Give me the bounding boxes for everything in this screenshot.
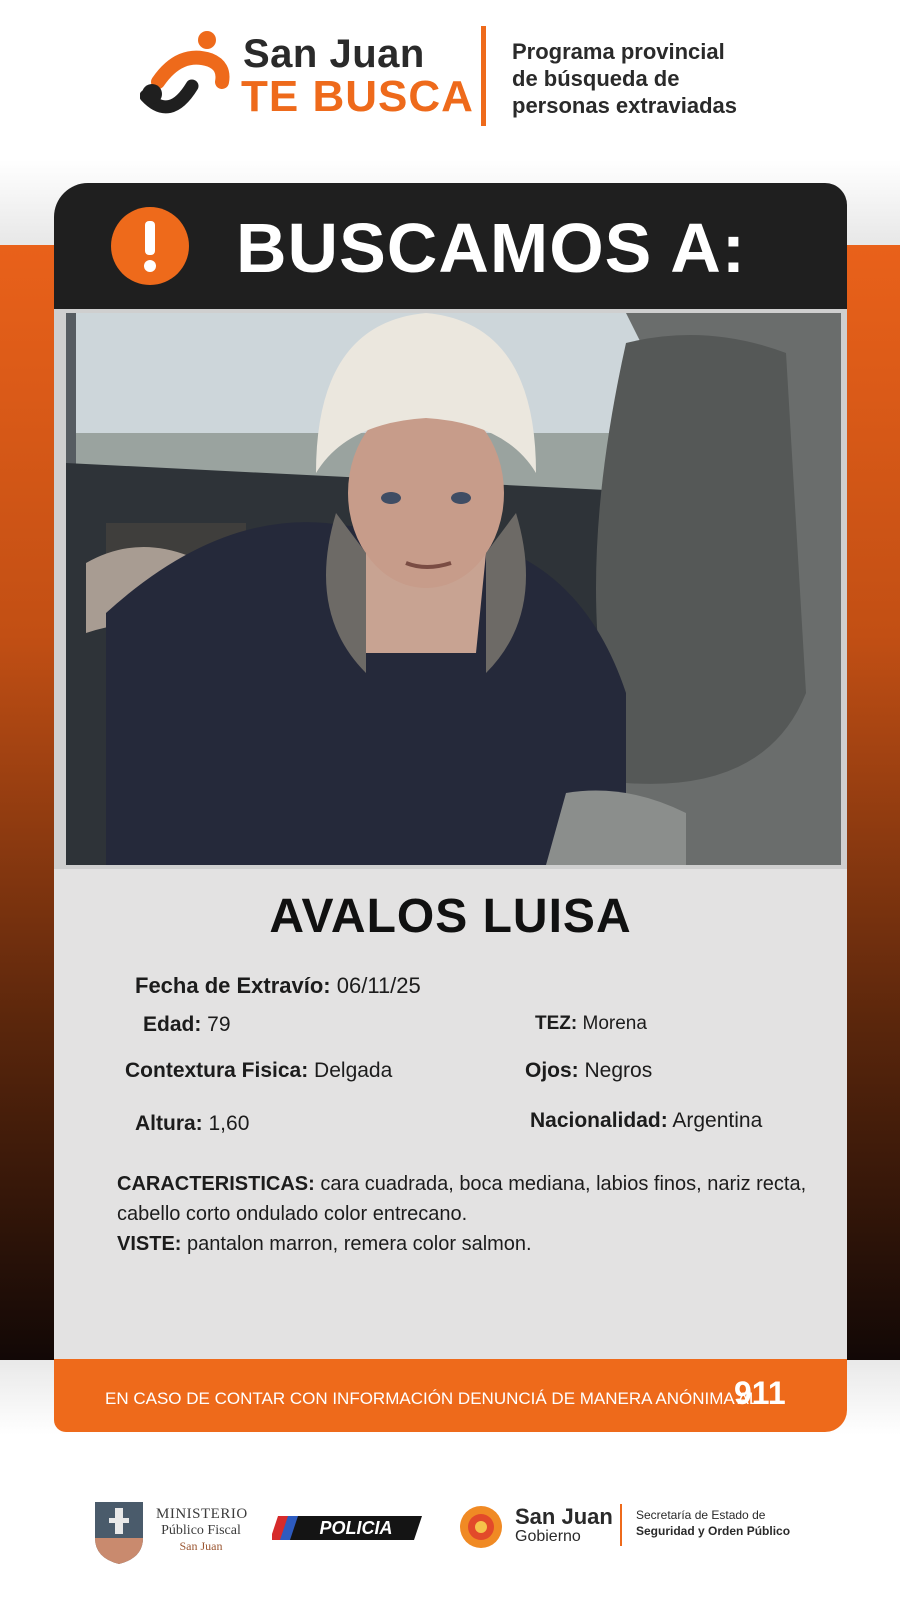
san-juan-gobierno-name: San Juan: [515, 1504, 613, 1529]
edad-value: 79: [201, 1013, 231, 1036]
tez-value: Morena: [577, 1013, 647, 1034]
program-line-2: de búsqueda de: [512, 66, 680, 91]
brand-divider: [481, 26, 486, 126]
altura-label: Altura:: [135, 1112, 203, 1135]
description: [117, 1169, 817, 1259]
contextura-value: Delgada: [308, 1059, 393, 1082]
field-contextura: [125, 1059, 392, 1083]
program-line-1: Programa provincial: [512, 39, 725, 64]
brand-name: San Juan: [243, 32, 425, 76]
secretaria-line-1: Secretaría de Estado de: [636, 1508, 766, 1522]
emergency-number: 911: [734, 1375, 786, 1411]
fecha-value: 06/11/25: [330, 973, 421, 998]
contact-text: EN CASO DE CONTAR CON INFORMACIÓN DENUNCIÁ DE MANERA ANÓNIMA AL:: [105, 1389, 764, 1408]
person-name: AVALOS LUISA: [269, 890, 632, 943]
program-description: [512, 38, 737, 119]
sponsor-logos: [0, 1470, 900, 1600]
field-nacionalidad: [530, 1109, 762, 1133]
card-title: BUSCAMOS A:: [236, 209, 747, 287]
exclamation-icon: [111, 207, 189, 285]
contact-footer: [54, 1359, 847, 1432]
sponsor-divider: [620, 1504, 622, 1546]
ojos-value: Negros: [578, 1059, 653, 1082]
secretaria-line-2: Seguridad y Orden Público: [636, 1524, 791, 1538]
info-panel: [54, 869, 847, 1359]
viste-label: VISTE:: [117, 1233, 182, 1255]
fecha-label: Fecha de Extravío:: [135, 973, 331, 998]
program-line-3: personas extraviadas: [512, 93, 738, 118]
caracteristicas-value: cara cuadrada, boca mediana, labios finos, nariz recta, cabello corto ondulado color entrecano.: [117, 1173, 807, 1225]
viste-value: pantalon marron, remera color salmon.: [181, 1233, 532, 1255]
photo-frame: [54, 309, 847, 869]
field-ojos: [525, 1059, 652, 1083]
field-fecha: [135, 973, 421, 999]
mpf-line-2: Público Fiscal: [161, 1523, 241, 1538]
policia-logo: [272, 1514, 422, 1542]
missing-person-photo: [66, 313, 841, 865]
photo-illustration: [66, 313, 841, 865]
mpf-line-3: San Juan: [179, 1539, 223, 1553]
tez-label: TEZ:: [535, 1013, 578, 1034]
field-tez: [535, 1013, 647, 1035]
ministerio-publico-fiscal-emblem-icon: [93, 1498, 145, 1564]
san-juan-gobierno-sun-icon: [458, 1504, 504, 1550]
edad-label: Edad:: [143, 1013, 202, 1036]
ojos-label: Ojos:: [525, 1059, 579, 1082]
field-altura: [135, 1112, 249, 1136]
mpf-line-1: MINISTERIO: [156, 1506, 248, 1522]
policia-text: POLICIA: [319, 1518, 393, 1538]
altura-value: 1,60: [202, 1112, 250, 1135]
san-juan-gobierno-sub: Gobierno: [515, 1528, 581, 1545]
exclamation-bar: [145, 221, 155, 255]
san-juan-te-busca-logo-icon: [140, 30, 230, 115]
caracteristicas: [117, 1169, 817, 1229]
ministerio-publico-fiscal-logo: [156, 1506, 246, 1554]
caracteristicas-label: CARACTERISTICAS:: [117, 1173, 315, 1195]
nacionalidad-label: Nacionalidad:: [530, 1109, 668, 1132]
contextura-label: Contextura Fisica:: [125, 1059, 309, 1082]
brand-tagline: TE BUSCA: [241, 72, 474, 121]
nacionalidad-value: Argentina: [667, 1109, 763, 1132]
exclamation-dot: [144, 260, 156, 272]
field-edad: [143, 1013, 231, 1037]
viste: [117, 1229, 817, 1259]
